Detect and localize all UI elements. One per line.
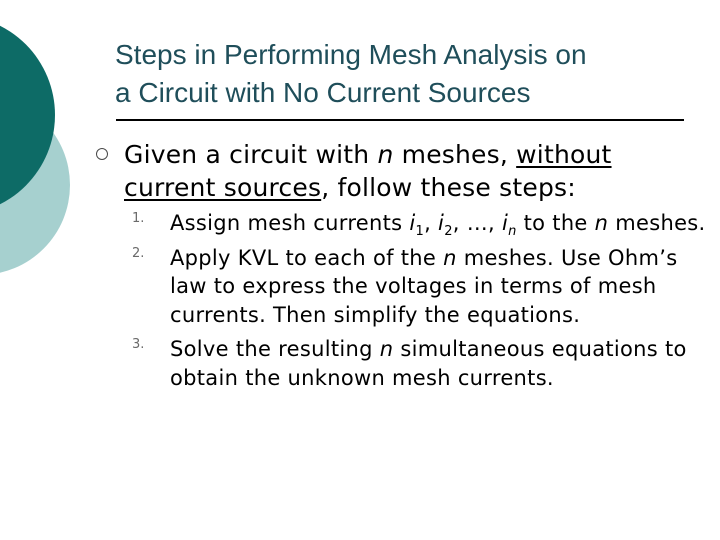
circle-bullet-icon — [96, 148, 108, 160]
bullet-text — [124, 138, 694, 204]
subscript: 1 — [415, 224, 425, 240]
variable-n: n — [443, 245, 457, 270]
title-line-2: a Circuit with No Current Sources — [115, 77, 531, 108]
bullet-text-part: meshes, — [393, 140, 517, 169]
underlined-text: current sources — [124, 173, 322, 202]
list-item — [126, 244, 706, 330]
step-text-part: , …, — [452, 211, 502, 235]
slide-title — [115, 36, 695, 112]
variable-n: n — [594, 211, 609, 235]
steps-list — [126, 209, 706, 392]
step-text-part: Assign mesh currents — [170, 211, 410, 235]
step-text-part: simultaneous equations to obtain the unknown mesh currents. — [170, 337, 687, 390]
list-item — [126, 209, 706, 238]
title-line-1: Steps in Performing Mesh Analysis on — [115, 39, 587, 70]
underlined-text: without — [516, 140, 612, 169]
step-text-part: Apply KVL to each of the — [170, 245, 444, 270]
step-number: 1. — [132, 211, 145, 226]
variable-i: i — [409, 211, 416, 235]
step-text-part: meshes. — [608, 211, 706, 235]
step-number: 3. — [132, 337, 145, 352]
subscript: n — [508, 224, 517, 240]
variable-n: n — [379, 337, 394, 361]
step-text-part: , — [424, 211, 439, 235]
variable-i: i — [501, 211, 509, 235]
list-item — [126, 335, 706, 392]
bullet-text-part: Given a circuit with — [124, 140, 378, 169]
variable-n: n — [377, 140, 394, 169]
step-number: 2. — [132, 245, 145, 261]
step-text — [170, 335, 706, 392]
step-text-part: meshes. Use Ohm’s law to express the voltages in terms of mesh currents. Then simplify the equations. — [170, 245, 678, 327]
subscript: 2 — [444, 224, 453, 240]
step-text-part: Solve the resulting — [170, 337, 380, 361]
title-divider — [116, 119, 684, 121]
step-text — [170, 209, 706, 238]
step-text — [170, 244, 706, 330]
variable-i: i — [438, 211, 445, 235]
step-text-part: to the — [516, 211, 595, 235]
bullet-text-part: , follow these steps: — [321, 173, 576, 202]
